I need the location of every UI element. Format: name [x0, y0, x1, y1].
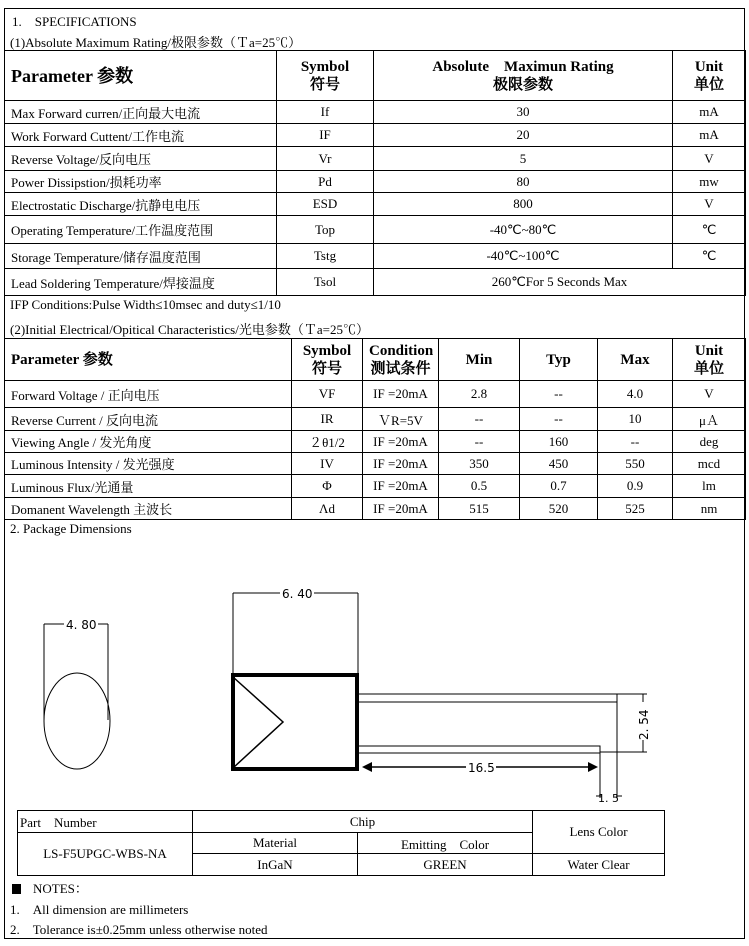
max: 0.9	[598, 475, 673, 498]
value: 800	[374, 193, 673, 216]
header-symbol: Symbol 符号	[277, 51, 374, 101]
symbol: Pd	[277, 171, 374, 193]
section-title: 1. SPECIFICATIONS	[12, 14, 137, 29]
dim-lead-spacing: 2. 54	[637, 709, 651, 740]
unit: deg	[673, 431, 746, 453]
value: 5	[374, 147, 673, 171]
note-item: 2. Tolerance is±0.25mm unless otherwise noted	[10, 922, 268, 937]
typ: 160	[520, 431, 598, 453]
header-parameter: Parameter 参数	[5, 339, 292, 381]
led-dome-shape	[233, 677, 283, 768]
header-unit: Unit 单位	[673, 339, 746, 381]
unit: mcd	[673, 453, 746, 475]
lens-top-view	[44, 673, 110, 769]
notes-title: NOTES：	[12, 878, 88, 897]
cond: ＶR=5V	[363, 408, 439, 431]
value: 30	[374, 101, 673, 124]
param: Lead Soldering Temperature/焊接温度	[5, 269, 277, 296]
dim-lead-offset: 1. 5	[598, 792, 619, 805]
unit: lm	[673, 475, 746, 498]
typ: 450	[520, 453, 598, 475]
cond: IF =20mA	[363, 453, 439, 475]
typ: 520	[520, 498, 598, 520]
note-item: 1. All dimension are millimeters	[10, 902, 189, 917]
max: 4.0	[598, 381, 673, 408]
param: Luminous Intensity / 发光强度	[5, 453, 292, 475]
header-min: Min	[439, 339, 520, 381]
symbol: IV	[292, 453, 363, 475]
min: 350	[439, 453, 520, 475]
max: --	[598, 431, 673, 453]
max: 10	[598, 408, 673, 431]
typ: --	[520, 408, 598, 431]
symbol: Φ	[292, 475, 363, 498]
header-parameter: Parameter 参数	[5, 51, 277, 101]
unit: mA	[673, 124, 746, 147]
typ: 0.7	[520, 475, 598, 498]
cond: IF =20mA	[363, 431, 439, 453]
lens-color-value: Water Clear	[533, 854, 665, 876]
param: Luminous Flux/光通量	[5, 475, 292, 498]
part-table	[17, 810, 665, 876]
symbol: Vr	[277, 147, 374, 171]
led-body	[233, 675, 357, 769]
ifp-note: IFP Conditions:Pulse Width≤10msec and duty≤1/10	[10, 297, 281, 312]
symbol: Λd	[292, 498, 363, 520]
header-max: Max	[598, 339, 673, 381]
max: 525	[598, 498, 673, 520]
param: Reverse Voltage/反向电压	[5, 147, 277, 171]
unit: V	[673, 147, 746, 171]
symbol: VF	[292, 381, 363, 408]
header-rating: Absolute Maximun Rating 极限参数	[374, 51, 673, 101]
section2-subtitle: (2)Initial Electrical/Opitical Characteristics/光电参数（Ｔa=25℃）	[10, 322, 369, 337]
header-symbol: Symbol 符号	[292, 339, 363, 381]
part-number: LS-F5UPGC-WBS-NA	[18, 833, 193, 876]
symbol: Top	[277, 216, 374, 244]
dim-diameter: 4. 80	[66, 618, 97, 632]
param: Power Dissipstion/损耗功率	[5, 171, 277, 193]
min: --	[439, 431, 520, 453]
param: Electrostatic Discharge/抗静电电压	[5, 193, 277, 216]
param: Reverse Current / 反向电流	[5, 408, 292, 431]
param: Forward Voltage / 正向电压	[5, 381, 292, 408]
unit: mw	[673, 171, 746, 193]
param: Domanent Wavelength 主波长	[5, 498, 292, 520]
value: 80	[374, 171, 673, 193]
dim-lead-length: 16.5	[468, 761, 495, 775]
symbol: Tsol	[277, 269, 374, 296]
package-title: 2. Package Dimensions	[10, 521, 132, 536]
value: -40℃~80℃	[374, 216, 673, 244]
part-number-label: Part Number	[18, 811, 193, 833]
symbol: ２θ1/2	[292, 431, 363, 453]
material-value: InGaN	[193, 854, 358, 876]
dim-length: 6. 40	[282, 587, 313, 601]
lead-cathode	[358, 746, 600, 753]
cond: IF =20mA	[363, 498, 439, 520]
unit: ℃	[673, 244, 746, 269]
material-label: Material	[193, 833, 358, 854]
min: 0.5	[439, 475, 520, 498]
unit: V	[673, 193, 746, 216]
unit: ℃	[673, 216, 746, 244]
header-unit: Unit 单位	[673, 51, 746, 101]
param: Work Forward Cuttent/工作电流	[5, 124, 277, 147]
emitting-color-value: GREEN	[358, 854, 533, 876]
symbol: If	[277, 101, 374, 124]
header-condition: Condition 测试条件	[363, 339, 439, 381]
unit: V	[673, 381, 746, 408]
chip-label: Chip	[193, 811, 533, 833]
symbol: IF	[277, 124, 374, 147]
param: Operating Temperature/工作温度范围	[5, 216, 277, 244]
square-bullet-icon	[12, 884, 21, 894]
min: 515	[439, 498, 520, 520]
param: Viewing Angle / 发光角度	[5, 431, 292, 453]
lens-color-label: Lens Color	[533, 811, 665, 854]
min: --	[439, 408, 520, 431]
section-subtitle: (1)Absolute Maximum Rating/极限参数（Ｔa=25℃）	[10, 35, 302, 50]
unit: μＡ	[673, 408, 746, 431]
min: 2.8	[439, 381, 520, 408]
symbol: ESD	[277, 193, 374, 216]
header-typ: Typ	[520, 339, 598, 381]
value: 20	[374, 124, 673, 147]
lead-anode	[358, 694, 617, 702]
value: -40℃~100℃	[374, 244, 673, 269]
cond: IF =20mA	[363, 381, 439, 408]
param: Storage Temperature/储存温度范围	[5, 244, 277, 269]
param: Max Forward curren/正向最大电流	[5, 101, 277, 124]
value: 260℃For 5 Seconds Max	[374, 269, 746, 296]
typ: --	[520, 381, 598, 408]
unit: mA	[673, 101, 746, 124]
cond: IF =20mA	[363, 475, 439, 498]
unit: nm	[673, 498, 746, 520]
symbol: Tstg	[277, 244, 374, 269]
symbol: IR	[292, 408, 363, 431]
max: 550	[598, 453, 673, 475]
emitting-color-label: Emitting Color	[358, 833, 533, 854]
